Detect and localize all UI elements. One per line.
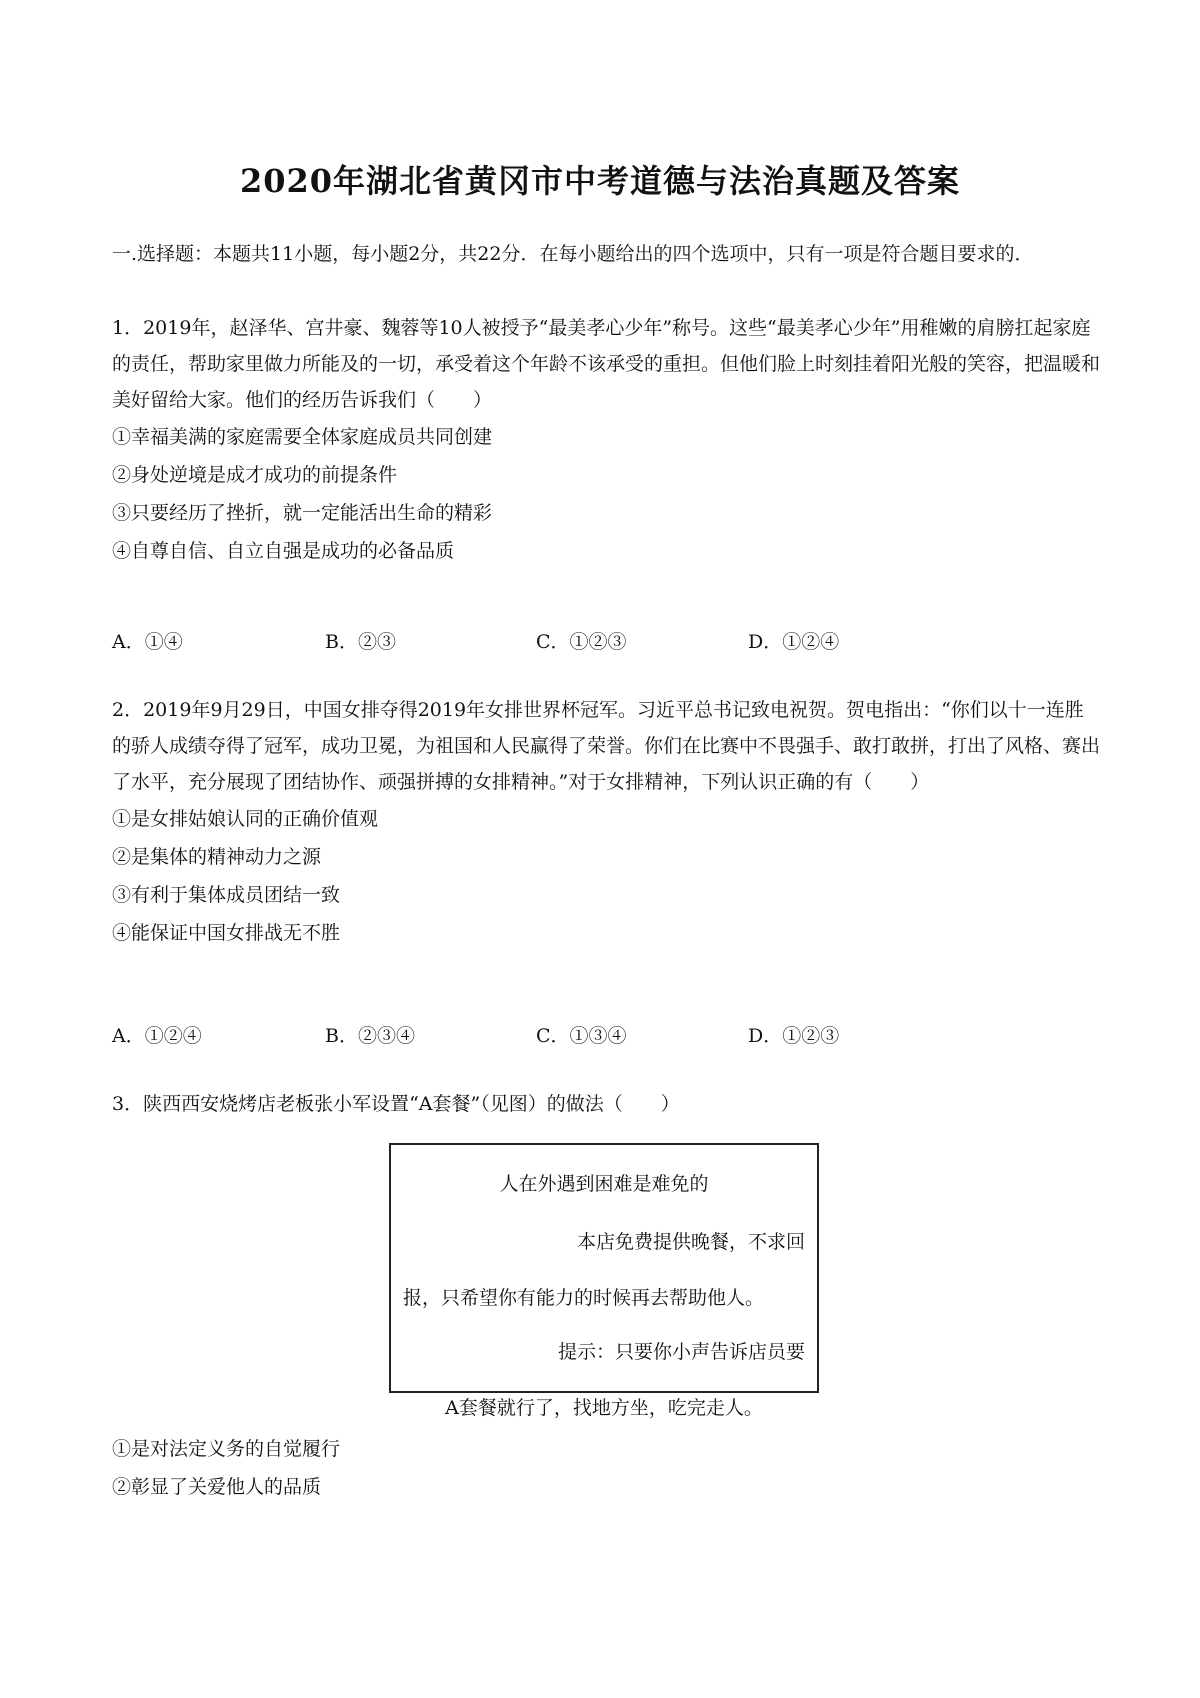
section-instructions: 一.选择题：本题共11小题，每小题2分，共22分．在每小题给出的四个选项中，只有一项是符合题目要求的． — [112, 243, 1034, 265]
notice-line-5: A套餐就行了，找地方坐，吃完走人。 — [445, 1397, 763, 1419]
question-1-item-3: ③只要经历了挫折，就一定能活出生命的精彩 — [112, 502, 493, 524]
question-2-item-3: ③有利于集体成员团结一致 — [112, 884, 341, 906]
question-2-choice-c: C．①③④ — [536, 1025, 627, 1047]
question-1-item-1: ①幸福美满的家庭需要全体家庭成员共同创建 — [112, 426, 493, 448]
question-1-choices — [112, 627, 1102, 657]
question-1-choice-b: B．②③ — [325, 631, 396, 653]
question-1-choice-a: A．①④ — [112, 631, 183, 653]
question-3 — [112, 1086, 1102, 1122]
question-3-items — [112, 1430, 1102, 1506]
question-2-choice-b: B．②③④ — [325, 1025, 415, 1047]
page-title: 2020年湖北省黄冈市中考道德与法治真题及答案 — [239, 162, 961, 200]
question-1-item-2: ②身处逆境是成才成功的前提条件 — [112, 464, 398, 486]
a-set-meal-notice — [389, 1143, 819, 1419]
question-1-choice-d: D．①②④ — [748, 631, 840, 653]
question-2-item-2: ②是集体的精神动力之源 — [112, 846, 322, 868]
notice-line-3: 报，只希望你有能力的时候再去帮助他人。 — [403, 1287, 765, 1309]
question-1-stem: 1．2019年，赵泽华、宫井豪、魏蓉等10人被授予“最美孝心少年”称号。这些“最美孝心少年”用稚嫩的肩膀扛起家庭的责任，帮助家里做力所能及的一切，承受着这个年龄不该承受的重担。但他们脸上时刻挂着阳光般的笑容，把温暖和美好留给大家。他们的经历告诉我们（ ） — [112, 317, 1101, 411]
question-2-stem: 2．2019年9月29日，中国女排夺得2019年女排世界杯冠军。习近平总书记致电祝贺。贺电指出：“你们以十一连胜的骄人成绩夺得了冠军，成功卫冕，为祖国和人民赢得了荣誉。你们在比赛中不畏强手、敢打敢拼，打出了风格、赛出了水平，充分展现了团结协作、顽强拼搏的女排精神。”对于女排精神，下列认识正确的有（ ） — [112, 699, 1101, 793]
question-2-choices — [112, 1021, 1102, 1051]
notice-line-4: 提示：只要你小声告诉店员要 — [557, 1341, 805, 1363]
question-2 — [112, 692, 1102, 952]
question-1-choice-c: C．①②③ — [536, 631, 627, 653]
question-1-item-4: ④自尊自信、自立自强是成功的必备品质 — [112, 540, 455, 562]
question-2-choice-a: A．①②④ — [112, 1025, 202, 1047]
notice-line-1: 人在外遇到困难是难免的 — [499, 1173, 709, 1195]
question-2-item-4: ④能保证中国女排战无不胜 — [112, 922, 341, 944]
notice-line-2: 本店免费提供晚餐，不求回 — [576, 1231, 805, 1253]
question-2-choice-d: D．①②③ — [748, 1025, 840, 1047]
question-2-item-1: ①是女排姑娘认同的正确价值观 — [112, 808, 379, 830]
question-3-item-2: ②彰显了关爱他人的品质 — [112, 1476, 322, 1498]
question-3-stem: 3．陕西西安烧烤店老板张小军设置“A套餐”（见图）的做法（ ） — [112, 1093, 680, 1115]
question-1 — [112, 310, 1102, 570]
question-3-item-1: ①是对法定义务的自觉履行 — [112, 1438, 341, 1460]
